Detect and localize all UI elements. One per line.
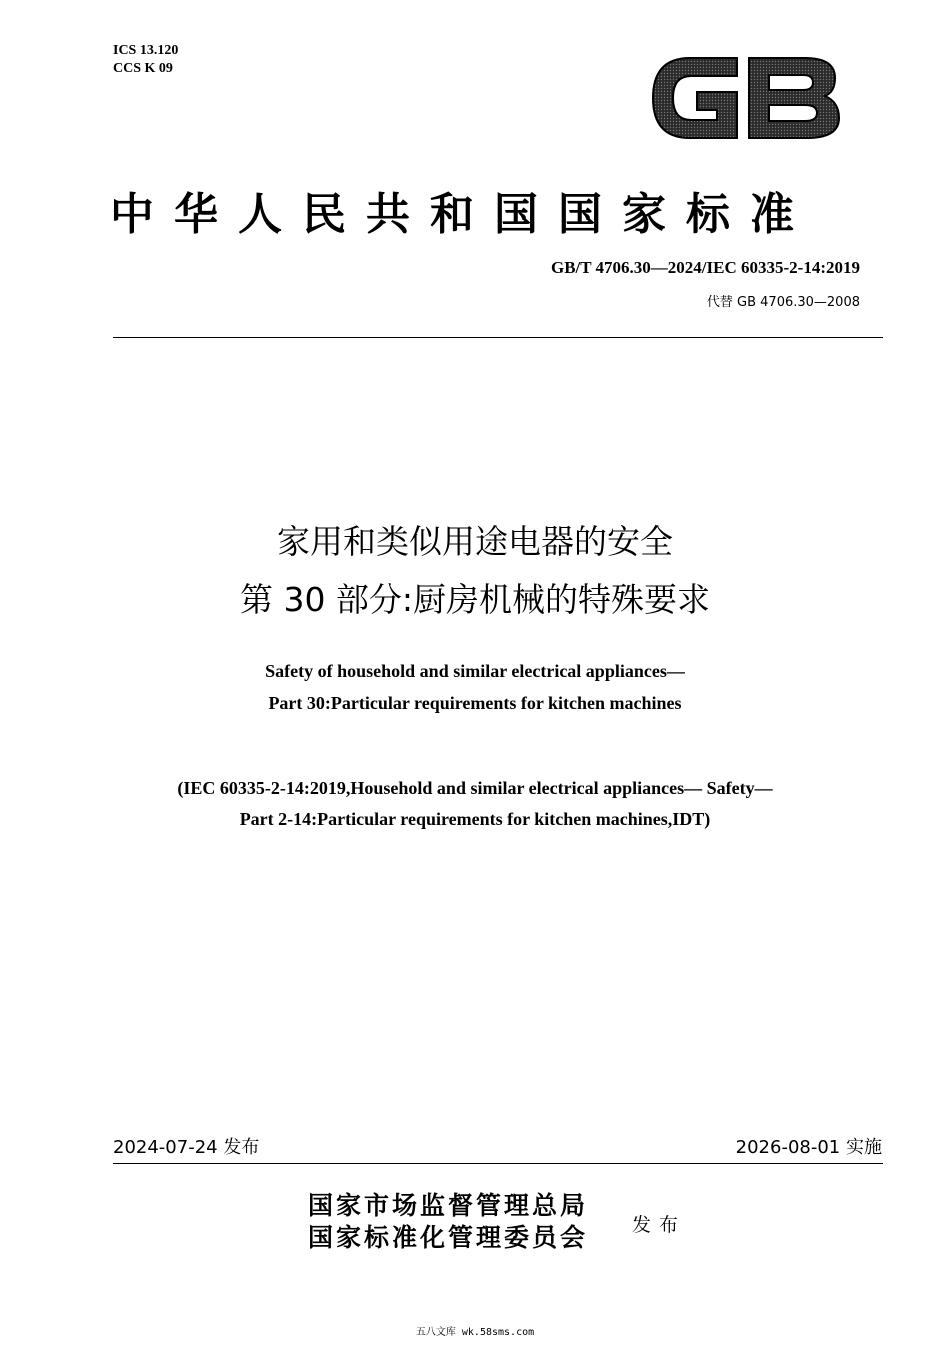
national-standard-heading: 中华人民共和国国家标准 bbox=[110, 189, 814, 240]
issue-label: 发布 bbox=[632, 1214, 687, 1236]
footer-divider bbox=[113, 1163, 883, 1164]
ics-code: ICS 13.120 bbox=[113, 43, 179, 58]
title-en-line1: Safety of household and similar electrical appliances— bbox=[265, 661, 685, 681]
implementation-date: 2026-08-01 实施 bbox=[735, 1137, 882, 1158]
ccs-code: CCS K 09 bbox=[113, 61, 173, 76]
replaces-note: 代替 GB 4706.30—2008 bbox=[706, 295, 860, 310]
iec-reference-line2: Part 2-14:Particular requirements for kitchen machines,IDT) bbox=[239, 809, 711, 829]
title-cn-line1: 家用和类似用途电器的安全 bbox=[277, 522, 673, 561]
footer-watermark: 五八文库 wk.58sms.com bbox=[415, 1327, 535, 1338]
publisher-line1: 国家市场监督管理总局 bbox=[308, 1191, 589, 1220]
title-en-line2: Part 30:Particular requirements for kitchen machines bbox=[268, 693, 682, 713]
iec-reference-line1: (IEC 60335-2-14:2019,Household and similar electrical appliances— Safety— bbox=[177, 778, 773, 798]
publisher-line2: 国家标准化管理委员会 bbox=[308, 1223, 589, 1252]
standard-code: GB/T 4706.30—2024/IEC 60335-2-14:2019 bbox=[550, 258, 860, 277]
issue-date: 2024-07-24 发布 bbox=[113, 1137, 260, 1158]
publishers bbox=[308, 1190, 588, 1254]
header-divider bbox=[113, 337, 883, 338]
title-cn-line2: 第 30 部分:厨房机械的特殊要求 bbox=[239, 580, 711, 619]
gb-logo-icon bbox=[645, 48, 845, 148]
classification-codes bbox=[113, 42, 178, 78]
